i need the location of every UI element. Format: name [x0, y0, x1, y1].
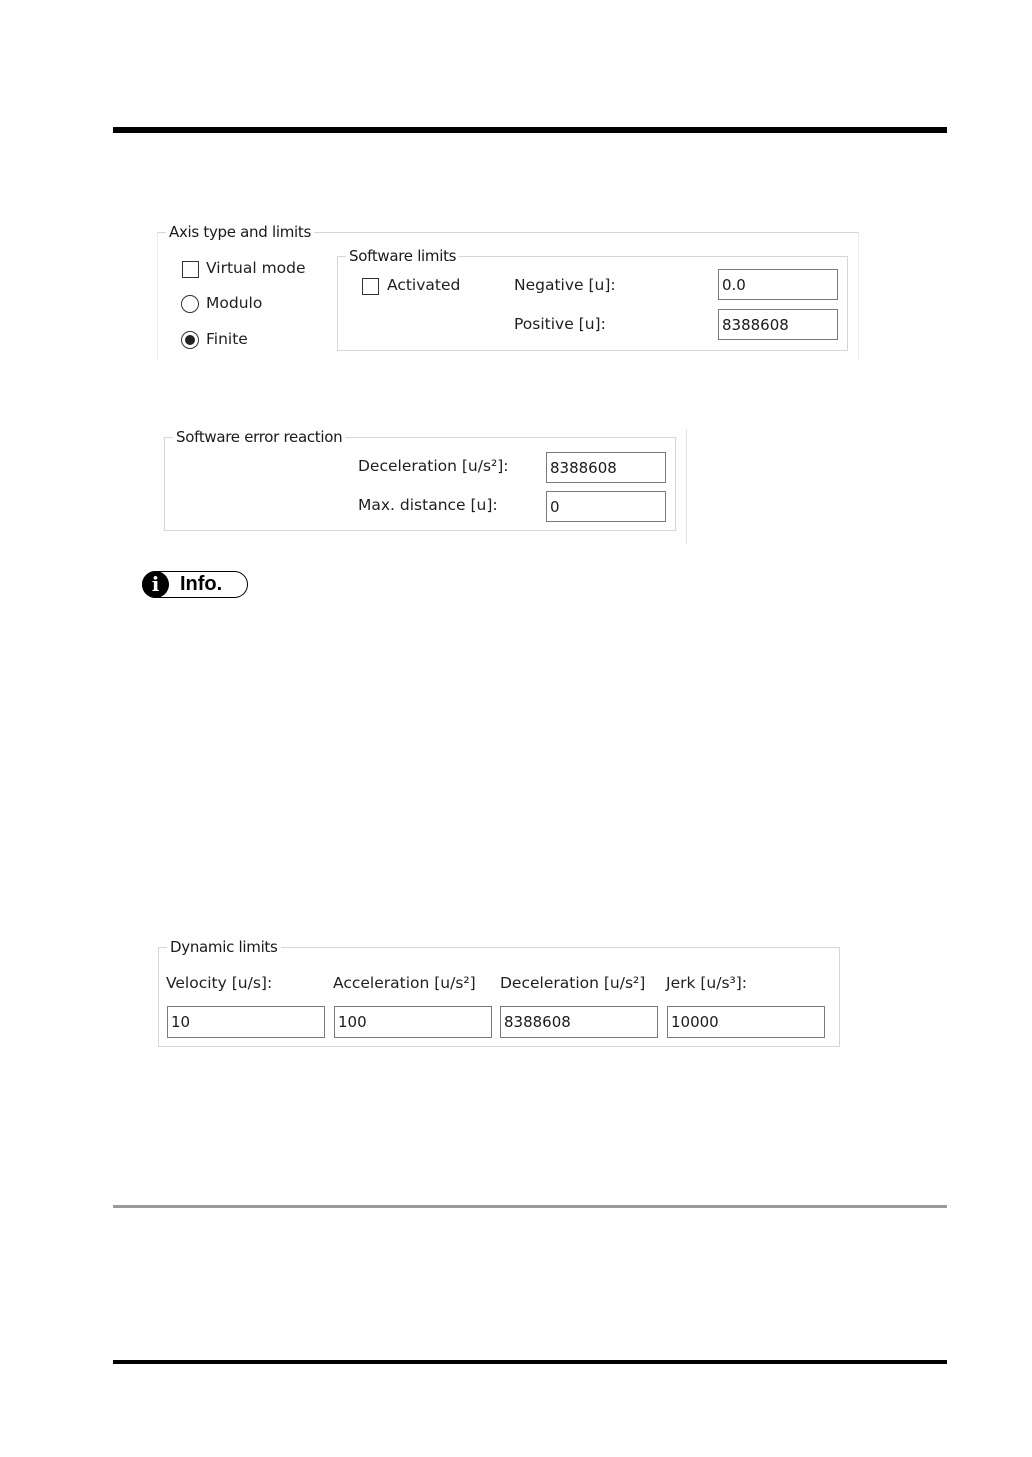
- dynamic-limits-legend: Dynamic limits: [170, 938, 278, 956]
- max-distance-label: Max. distance [u]:: [358, 496, 498, 514]
- negative-input[interactable]: [718, 269, 838, 300]
- info-icon: i: [142, 571, 169, 598]
- velocity-input[interactable]: [167, 1006, 325, 1038]
- modulo-label: Modulo: [206, 294, 263, 312]
- panel-edge-line: [686, 429, 687, 544]
- info-badge: [142, 571, 248, 598]
- max-distance-input[interactable]: [546, 491, 666, 522]
- section-divider-rule: [113, 1205, 947, 1208]
- error-deceleration-label: Deceleration [u/s²]:: [358, 457, 509, 475]
- software-limits-legend: Software limits: [349, 247, 457, 265]
- page-header-rule: [113, 127, 947, 133]
- jerk-label: Jerk [u/s³]:: [666, 974, 748, 992]
- finite-label: Finite: [206, 330, 248, 348]
- finite-radio[interactable]: [181, 331, 199, 349]
- error-deceleration-input[interactable]: [546, 452, 666, 483]
- deceleration-input[interactable]: [500, 1006, 658, 1038]
- virtual-mode-label: Virtual mode: [206, 259, 306, 277]
- virtual-mode-checkbox[interactable]: [182, 261, 199, 278]
- axis-type-limits-legend: Axis type and limits: [169, 223, 311, 241]
- activated-checkbox[interactable]: [362, 278, 379, 295]
- velocity-label: Velocity [u/s]:: [166, 974, 273, 992]
- deceleration-label: Deceleration [u/s²]: [500, 974, 646, 992]
- info-badge-label: Info.: [180, 573, 223, 595]
- jerk-input[interactable]: [667, 1006, 825, 1038]
- finite-radio-selected-dot: [185, 335, 195, 345]
- acceleration-input[interactable]: [334, 1006, 492, 1038]
- positive-input[interactable]: [718, 309, 838, 340]
- positive-label: Positive [u]:: [514, 315, 606, 333]
- activated-label: Activated: [387, 276, 461, 294]
- modulo-radio[interactable]: [181, 295, 199, 313]
- negative-label: Negative [u]:: [514, 276, 616, 294]
- page-footer-rule: [113, 1360, 947, 1364]
- software-error-reaction-legend: Software error reaction: [176, 428, 343, 446]
- acceleration-label: Acceleration [u/s²]: [333, 974, 476, 992]
